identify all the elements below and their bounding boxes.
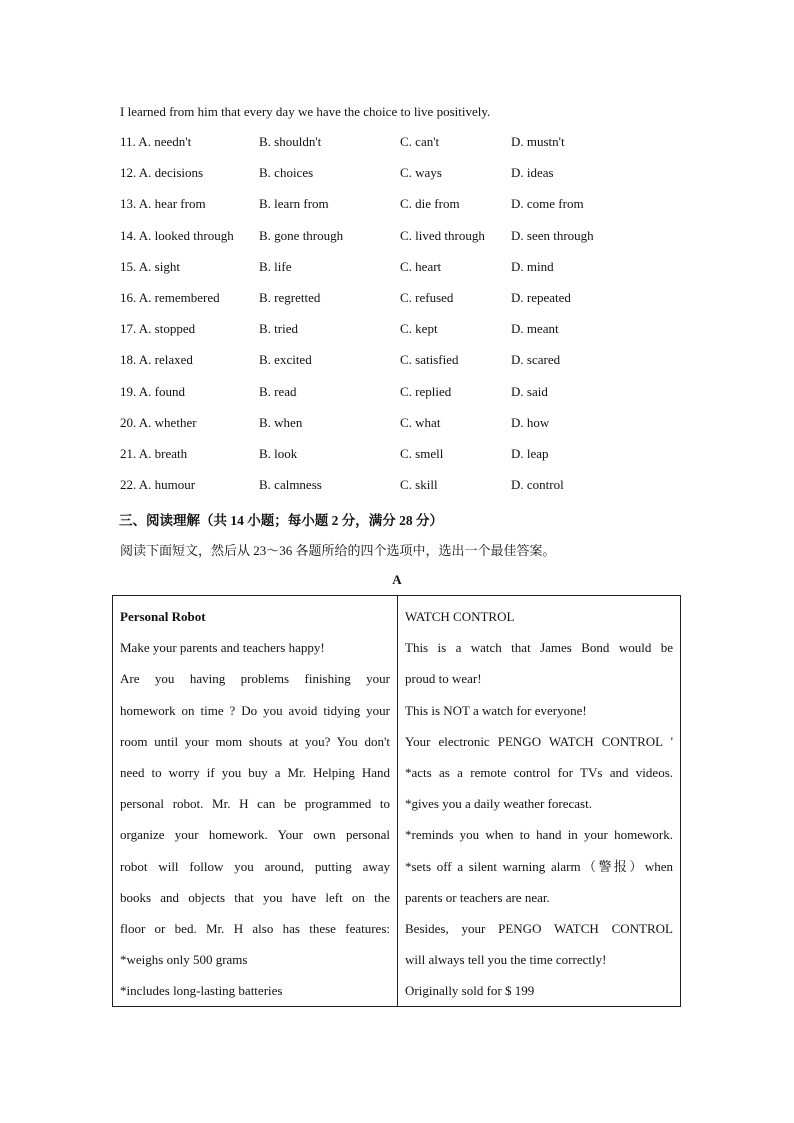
option-a: 19. A. found [120, 383, 185, 399]
question-row [120, 134, 680, 154]
option-b: B. tried [259, 321, 298, 337]
column-line: homework on time ? Do you avoid tidying your [120, 702, 390, 718]
column-line: organize your homework. Your own personal [120, 827, 390, 843]
option-c: C. smell [400, 446, 444, 461]
column-line: will always tell you the time correctly! [405, 952, 607, 968]
column-line: Besides, your PENGO WATCH CONTROL [405, 920, 673, 936]
option-a: 20. A. whether [120, 414, 197, 430]
option-d: D. repeated [511, 290, 571, 305]
option-d: D. how [511, 414, 550, 430]
column-line: books and objects that you have left on the [120, 889, 390, 905]
option-b: B. choices [259, 165, 314, 181]
column-line: room until your mom shouts at you? You don't [120, 733, 390, 749]
option-a: 21. A. breath [120, 446, 188, 461]
option-b: B. shouldn't [259, 134, 322, 149]
option-a: 16. A. remembered [120, 290, 220, 305]
column-line: *reminds you when to hand in your homework. [405, 827, 673, 843]
option-a: 12. A. decisions [120, 165, 204, 181]
section-instruction: 阅读下面短文，然后从 23～36 各题所给的四个选项中，选出一个最佳答案。 [120, 543, 556, 558]
personal-robot-text [120, 601, 390, 1006]
option-d: D. said [511, 383, 548, 399]
column-line: *weighs only 500 grams [120, 952, 248, 968]
option-a: 22. A. humour [120, 477, 196, 493]
option-b: B. calmness [259, 477, 322, 493]
question-row [120, 352, 680, 372]
question-row [120, 196, 680, 216]
option-d: D. come from [511, 196, 584, 212]
advert-table [112, 595, 681, 1007]
column-line: need to worry if you buy a Mr. Helping Hand [120, 764, 390, 780]
question-row [120, 446, 680, 466]
section-heading: 三、阅读理解（共 14 小题；每小题 2 分，满分 28 分） [119, 513, 443, 528]
question-row [120, 384, 680, 404]
column-line: personal robot. Mr. H can be programmed to [120, 796, 390, 812]
column-line: proud to wear! [405, 671, 482, 687]
option-c: C. die from [400, 196, 460, 212]
watch-control-text [405, 601, 673, 1006]
option-c: C. can't [400, 134, 440, 149]
option-d: D. scared [511, 352, 561, 368]
column-line: Originally sold for $ 199 [405, 983, 535, 999]
column-line: *sets off a silent warning alarm（警报）when [405, 858, 673, 874]
option-d: D. ideas [511, 165, 554, 181]
option-b: B. life [259, 258, 292, 274]
intro-line: I learned from him that every day we have the choice to live positively. [120, 104, 491, 119]
option-c: C. ways [400, 165, 442, 181]
column-line: WATCH CONTROL [405, 609, 515, 624]
question-row [120, 165, 680, 185]
option-c: C. lived through [400, 227, 485, 243]
option-b: B. gone through [259, 227, 344, 243]
option-b: B. read [259, 383, 297, 399]
watch-control-cell [398, 596, 681, 1007]
option-a: 15. A. sight [120, 258, 180, 274]
column-line: *gives you a daily weather forecast. [405, 796, 592, 812]
option-c: C. satisfied [400, 352, 459, 368]
question-row [120, 415, 680, 435]
question-row [120, 290, 680, 310]
option-a: 13. A. hear from [120, 196, 206, 212]
option-b: B. learn from [259, 196, 329, 212]
option-c: C. what [400, 414, 441, 430]
option-a: 14. A. looked through [120, 227, 234, 243]
option-d: D. mind [511, 258, 554, 274]
option-b: B. excited [259, 352, 312, 368]
option-d: D. meant [511, 321, 559, 337]
column-line: Make your parents and teachers happy! [120, 640, 325, 656]
option-d: D. control [511, 477, 564, 493]
option-a: 18. A. relaxed [120, 352, 193, 368]
option-d: D. seen through [511, 227, 594, 243]
column-line: This is NOT a watch for everyone! [405, 702, 587, 718]
passage-label: A [392, 572, 402, 587]
option-b: B. when [259, 414, 303, 430]
option-c: C. refused [400, 290, 454, 305]
column-title: Personal Robot [120, 609, 206, 624]
option-c: C. kept [400, 321, 438, 337]
column-line: *acts as a remote control for TVs and videos. [405, 764, 673, 780]
option-c: C. skill [400, 477, 438, 493]
column-line: floor or bed. Mr. H also has these features: [120, 920, 390, 936]
question-row [120, 321, 680, 341]
column-line: Are you having problems finishing your [120, 671, 390, 687]
question-row [120, 228, 680, 248]
column-line: Your electronic PENGO WATCH CONTROL ' [405, 733, 673, 749]
option-b: B. regretted [259, 290, 321, 305]
option-c: C. heart [400, 258, 442, 274]
question-row [120, 259, 680, 279]
option-d: D. mustn't [511, 134, 565, 149]
option-a: 17. A. stopped [120, 321, 196, 337]
question-row [120, 477, 680, 497]
option-d: D. leap [511, 446, 549, 461]
option-a: 11. A. needn't [120, 134, 192, 149]
option-c: C. replied [400, 383, 452, 399]
personal-robot-cell [113, 596, 398, 1007]
column-line: *includes long-lasting batteries [120, 983, 283, 999]
column-line: parents or teachers are near. [405, 889, 550, 905]
option-b: B. look [259, 446, 298, 461]
column-line: robot will follow you around, putting away [120, 858, 390, 874]
column-line: This is a watch that James Bond would be [405, 640, 673, 656]
